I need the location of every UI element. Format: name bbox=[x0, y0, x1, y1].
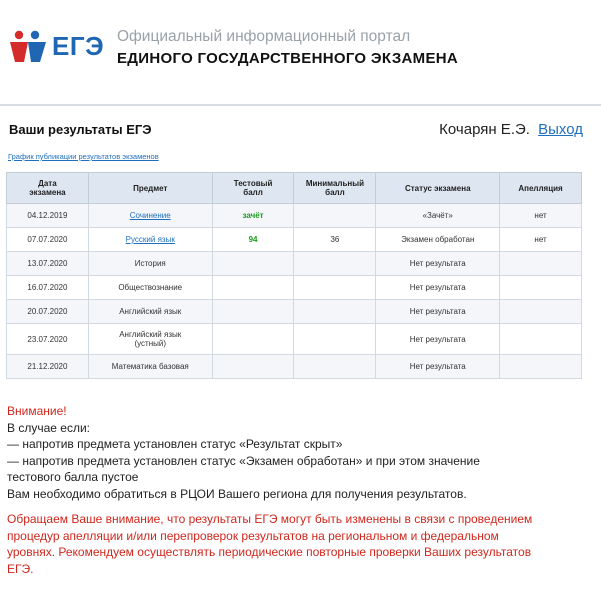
logo-text: ЕГЭ bbox=[52, 31, 105, 61]
attention-conclusion: Вам необходимо обратиться в РЦОИ Вашего региона для получения результатов. bbox=[7, 486, 467, 501]
table-row bbox=[7, 300, 582, 324]
cell-appeal: нет bbox=[500, 228, 582, 252]
cell-test-score bbox=[212, 324, 294, 355]
cell-min-score bbox=[294, 252, 376, 276]
cell-min-score bbox=[294, 355, 376, 379]
cell-subject: История bbox=[88, 252, 212, 276]
publication-schedule-link[interactable]: График публикации результатов экзаменов bbox=[8, 152, 159, 161]
cell-date: 23.07.2020 bbox=[7, 324, 89, 355]
attention-item-hidden: — напротив предмета установлен статус «Результат скрыт» bbox=[7, 437, 343, 451]
subject-link[interactable]: Русский язык bbox=[125, 235, 175, 244]
cell-appeal bbox=[500, 355, 582, 379]
col-header-test-score: Тестовый балл bbox=[212, 173, 294, 204]
attention-item-processed: — напротив предмета установлен статус «Экзамен обработан» и при этом значение bbox=[7, 453, 480, 468]
page-title: Ваши результаты ЕГЭ bbox=[9, 122, 152, 137]
cell-min-score bbox=[294, 324, 376, 355]
col-header-subject: Предмет bbox=[88, 173, 212, 204]
cell-subject: Обществознание bbox=[88, 276, 212, 300]
cell-subject bbox=[88, 228, 212, 252]
results-change-notice bbox=[7, 511, 592, 577]
col-header-status: Статус экзамена bbox=[376, 173, 500, 204]
notice-line: уровнях. Рекомендуем осуществлять периодические повторные проверки Ваших результатов bbox=[7, 545, 532, 559]
subject-link[interactable]: Сочинение bbox=[129, 211, 171, 220]
table-row bbox=[7, 355, 582, 379]
attention-intro: В случае если: bbox=[7, 420, 90, 435]
cell-status: Нет результата bbox=[376, 252, 500, 276]
cell-min-score bbox=[294, 204, 376, 228]
cell-status: Нет результата bbox=[376, 324, 500, 355]
cell-status: Экзамен обработан bbox=[376, 228, 500, 252]
cell-date: 07.07.2020 bbox=[7, 228, 89, 252]
user-area bbox=[439, 121, 583, 138]
cell-test-score bbox=[212, 276, 294, 300]
cell-date: 21.12.2020 bbox=[7, 355, 89, 379]
cell-appeal bbox=[500, 276, 582, 300]
notice-line: Обращаем Ваше внимание, что результаты ЕГЭ могут быть изменены в связи с проведением bbox=[7, 512, 533, 526]
cell-date: 13.07.2020 bbox=[7, 252, 89, 276]
notice-line: ЕГЭ. bbox=[7, 561, 34, 576]
cell-min-score bbox=[294, 276, 376, 300]
cell-subject: Английский язык (устный) bbox=[88, 324, 212, 355]
cell-appeal bbox=[500, 252, 582, 276]
cell-test-score bbox=[212, 355, 294, 379]
cell-subject bbox=[88, 204, 212, 228]
portal-title: ЕДИНОГО ГОСУДАРСТВЕННОГО ЭКЗАМЕНА bbox=[117, 50, 459, 67]
portal-subtitle: Официальный информационный портал bbox=[117, 28, 411, 45]
col-header-min-score: Минимальный балл bbox=[294, 173, 376, 204]
cell-appeal bbox=[500, 300, 582, 324]
results-table bbox=[6, 172, 582, 379]
cell-status: Нет результата bbox=[376, 355, 500, 379]
attention-block bbox=[7, 403, 592, 502]
cell-appeal: нет bbox=[500, 204, 582, 228]
cell-status: «Зачёт» bbox=[376, 204, 500, 228]
cell-subject: Математика базовая bbox=[88, 355, 212, 379]
cell-test-score bbox=[212, 300, 294, 324]
cell-test-score bbox=[212, 252, 294, 276]
col-header-appeal: Апелляция bbox=[500, 173, 582, 204]
cell-min-score: 36 bbox=[294, 228, 376, 252]
attention-title: Внимание! bbox=[7, 404, 67, 418]
user-name: Кочарян Е.Э. bbox=[439, 121, 530, 138]
site-header bbox=[0, 0, 601, 106]
cell-min-score bbox=[294, 300, 376, 324]
cell-appeal bbox=[500, 324, 582, 355]
table-row bbox=[7, 276, 582, 300]
ege-emblem-icon bbox=[6, 26, 52, 66]
cell-date: 20.07.2020 bbox=[7, 300, 89, 324]
cell-status: Нет результата bbox=[376, 276, 500, 300]
logout-link[interactable]: Выход bbox=[538, 121, 583, 138]
table-row bbox=[7, 252, 582, 276]
table-header-row bbox=[7, 173, 582, 204]
col-header-date: Дата экзамена bbox=[7, 173, 89, 204]
attention-item-processed-cont: тестового балла пустое bbox=[7, 470, 139, 484]
ege-logo[interactable] bbox=[6, 26, 105, 66]
table-row bbox=[7, 228, 582, 252]
cell-date: 16.07.2020 bbox=[7, 276, 89, 300]
cell-date: 04.12.2019 bbox=[7, 204, 89, 228]
cell-status: Нет результата bbox=[376, 300, 500, 324]
table-row bbox=[7, 204, 582, 228]
cell-test-score: зачёт bbox=[212, 204, 294, 228]
table-row bbox=[7, 324, 582, 355]
cell-test-score: 94 bbox=[212, 228, 294, 252]
notice-line: процедур апелляции и/или перепроверок результатов на региональном и федеральном bbox=[7, 528, 499, 543]
cell-subject: Английский язык bbox=[88, 300, 212, 324]
